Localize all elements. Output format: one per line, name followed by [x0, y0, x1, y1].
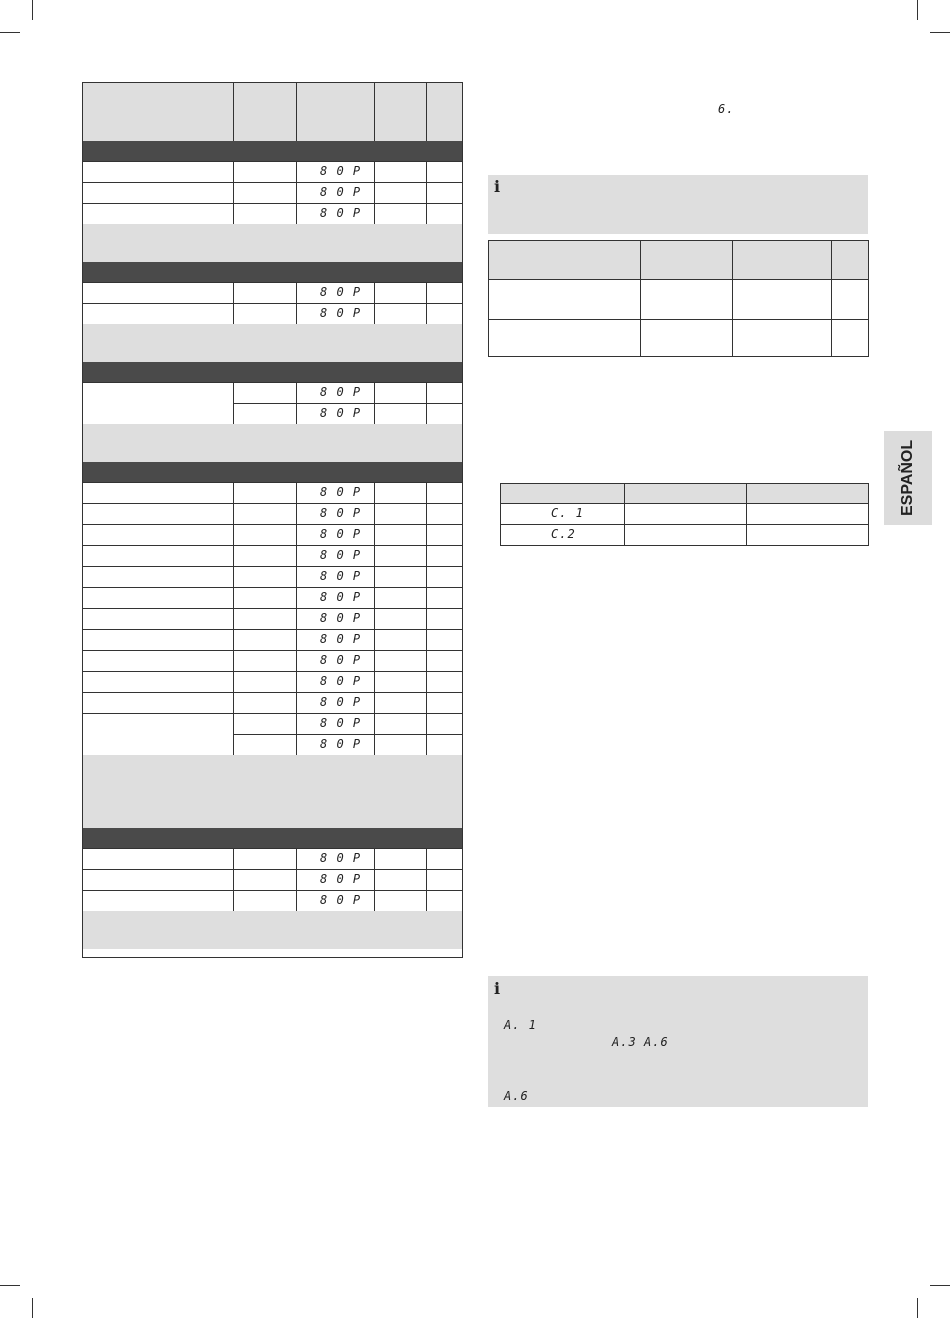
table-row: [83, 545, 462, 566]
display-symbol-a3: A.3: [612, 1035, 637, 1049]
column-divider: [624, 484, 625, 545]
column-divider: [374, 734, 375, 755]
column-divider: [426, 382, 427, 403]
column-divider: [374, 503, 375, 524]
column-divider: [426, 161, 427, 182]
column-divider: [296, 869, 297, 890]
info-icon: i: [494, 177, 501, 196]
column-divider: [426, 587, 427, 608]
column-divider: [296, 671, 297, 692]
column-divider: [426, 608, 427, 629]
column-divider: [746, 484, 747, 545]
table-row: [83, 203, 462, 224]
display-80p: 8 0 P: [320, 737, 362, 751]
display-80p: 8 0 P: [320, 185, 362, 199]
table-note-row: [83, 324, 462, 362]
small-table: [488, 240, 869, 357]
column-divider: [296, 203, 297, 224]
display-80p: 8 0 P: [320, 632, 362, 646]
column-divider: [233, 403, 234, 424]
column-divider: [374, 382, 375, 403]
column-divider: [426, 692, 427, 713]
column-divider: [233, 890, 234, 911]
table-row: [83, 403, 462, 424]
row-border: [501, 503, 868, 504]
column-divider: [426, 869, 427, 890]
display-80p: 8 0 P: [320, 385, 362, 399]
display-80p: 8 0 P: [320, 285, 362, 299]
display-80p: 8 0 P: [320, 851, 362, 865]
column-divider: [233, 848, 234, 869]
column-divider: [374, 587, 375, 608]
column-divider: [233, 282, 234, 303]
row-border: [489, 279, 868, 280]
column-divider: [233, 608, 234, 629]
column-divider: [296, 608, 297, 629]
column-divider: [233, 503, 234, 524]
column-divider: [426, 182, 427, 203]
table-note-row: [83, 755, 462, 828]
codes-table-header: [501, 484, 868, 503]
table-row: [83, 382, 462, 403]
row-border: [489, 319, 868, 320]
crop-mark-top-right-v: [917, 0, 918, 20]
display-80p: 8 0 P: [320, 527, 362, 541]
column-divider: [374, 203, 375, 224]
column-divider: [233, 713, 234, 734]
column-divider: [426, 482, 427, 503]
column-divider: [426, 629, 427, 650]
language-tab: [884, 431, 932, 525]
table-section-row: [83, 262, 462, 282]
table-header-row: [83, 83, 462, 141]
display-80p: 8 0 P: [320, 893, 362, 907]
table-row: [83, 482, 462, 503]
column-divider: [374, 650, 375, 671]
crop-mark-bottom-left-v: [32, 1298, 33, 1318]
codes-table: [500, 483, 869, 546]
column-divider: [640, 241, 641, 356]
table-row: [83, 566, 462, 587]
column-divider: [233, 161, 234, 182]
table-row: [83, 587, 462, 608]
column-divider: [374, 403, 375, 424]
column-divider: [296, 890, 297, 911]
table-row: [83, 608, 462, 629]
column-divider: [374, 524, 375, 545]
table-row: [83, 848, 462, 869]
column-divider: [426, 890, 427, 911]
column-divider: [374, 83, 375, 141]
column-divider: [233, 566, 234, 587]
display-symbol-6: 6.: [718, 102, 735, 116]
display-80p: 8 0 P: [320, 611, 362, 625]
column-divider: [374, 671, 375, 692]
column-divider: [374, 482, 375, 503]
info-icon: i: [494, 979, 501, 998]
display-80p: 8 0 P: [320, 206, 362, 220]
column-divider: [374, 608, 375, 629]
column-divider: [426, 524, 427, 545]
column-divider: [374, 869, 375, 890]
crop-mark-bottom-right-h: [930, 1285, 950, 1286]
column-divider: [296, 282, 297, 303]
table-row: [83, 182, 462, 203]
small-table-header: [489, 241, 868, 279]
column-divider: [233, 692, 234, 713]
display-80p: 8 0 P: [320, 569, 362, 583]
display-80p: 8 0 P: [320, 716, 362, 730]
display-symbol-a1: A. 1: [504, 1018, 537, 1032]
info-box-1: [488, 175, 868, 234]
column-divider: [296, 734, 297, 755]
table-row: [83, 671, 462, 692]
display-80p: 8 0 P: [320, 653, 362, 667]
crop-mark-bottom-left-h: [0, 1285, 20, 1286]
column-divider: [426, 503, 427, 524]
column-divider: [426, 83, 427, 141]
column-divider: [296, 692, 297, 713]
column-divider: [296, 524, 297, 545]
table-row: [83, 650, 462, 671]
column-divider: [233, 182, 234, 203]
table-row: [83, 629, 462, 650]
column-divider: [426, 282, 427, 303]
table-row: [83, 161, 462, 182]
table-section-row: [83, 828, 462, 848]
program-table: [82, 82, 463, 958]
table-row: [83, 713, 462, 734]
table-row: [83, 734, 462, 755]
column-divider: [374, 282, 375, 303]
column-divider: [296, 545, 297, 566]
error-code: C. 1: [551, 506, 584, 520]
column-divider: [296, 848, 297, 869]
column-divider: [296, 382, 297, 403]
column-divider: [296, 587, 297, 608]
column-divider: [233, 482, 234, 503]
column-divider: [296, 303, 297, 324]
column-divider: [374, 303, 375, 324]
table-section-row: [83, 141, 462, 161]
column-divider: [233, 203, 234, 224]
table-row: [83, 692, 462, 713]
column-divider: [374, 161, 375, 182]
table-row: [83, 869, 462, 890]
column-divider: [374, 545, 375, 566]
column-divider: [296, 403, 297, 424]
column-divider: [233, 671, 234, 692]
display-80p: 8 0 P: [320, 872, 362, 886]
crop-mark-top-left-h: [0, 32, 20, 33]
column-divider: [233, 83, 234, 141]
column-divider: [233, 303, 234, 324]
display-80p: 8 0 P: [320, 695, 362, 709]
table-row: [83, 890, 462, 911]
column-divider: [296, 566, 297, 587]
column-divider: [233, 629, 234, 650]
crop-mark-top-left-v: [32, 0, 33, 20]
column-divider: [233, 587, 234, 608]
info-box-2: [488, 976, 868, 1107]
table-row: [83, 524, 462, 545]
column-divider: [732, 241, 733, 356]
column-divider: [296, 182, 297, 203]
column-divider: [426, 403, 427, 424]
column-divider: [296, 713, 297, 734]
display-symbol-a6: A.6: [644, 1035, 669, 1049]
table-note-row: [83, 911, 462, 949]
column-divider: [426, 650, 427, 671]
column-divider: [296, 503, 297, 524]
display-80p: 8 0 P: [320, 548, 362, 562]
column-divider: [426, 713, 427, 734]
column-divider: [374, 848, 375, 869]
column-divider: [233, 545, 234, 566]
display-80p: 8 0 P: [320, 506, 362, 520]
display-80p: 8 0 P: [320, 590, 362, 604]
column-divider: [426, 203, 427, 224]
table-row: [83, 503, 462, 524]
table-note-row: [83, 424, 462, 462]
display-80p: 8 0 P: [320, 164, 362, 178]
display-80p: 8 0 P: [320, 406, 362, 420]
display-80p: 8 0 P: [320, 674, 362, 688]
column-divider: [374, 713, 375, 734]
table-row: [83, 303, 462, 324]
table-note-row: [83, 224, 462, 262]
display-80p: 8 0 P: [320, 485, 362, 499]
column-divider: [831, 241, 832, 356]
column-divider: [296, 650, 297, 671]
column-divider: [426, 545, 427, 566]
column-divider: [374, 692, 375, 713]
column-divider: [233, 650, 234, 671]
column-divider: [233, 869, 234, 890]
column-divider: [233, 734, 234, 755]
crop-mark-bottom-right-v: [917, 1298, 918, 1318]
column-divider: [296, 629, 297, 650]
column-divider: [426, 671, 427, 692]
column-divider: [233, 382, 234, 403]
column-divider: [296, 83, 297, 141]
crop-mark-top-right-h: [930, 32, 950, 33]
column-divider: [374, 182, 375, 203]
column-divider: [296, 161, 297, 182]
table-row: [83, 282, 462, 303]
error-code: C.2: [551, 527, 576, 541]
table-section-row: [83, 462, 462, 482]
table-section-row: [83, 362, 462, 382]
column-divider: [374, 629, 375, 650]
column-divider: [426, 303, 427, 324]
column-divider: [374, 566, 375, 587]
display-symbol-a6-bottom: A.6: [504, 1089, 529, 1103]
column-divider: [233, 524, 234, 545]
column-divider: [426, 848, 427, 869]
column-divider: [426, 566, 427, 587]
column-divider: [296, 482, 297, 503]
row-border: [501, 524, 868, 525]
language-tab-label: ESPAÑOL: [899, 439, 916, 516]
column-divider: [426, 734, 427, 755]
column-divider: [374, 890, 375, 911]
display-80p: 8 0 P: [320, 306, 362, 320]
